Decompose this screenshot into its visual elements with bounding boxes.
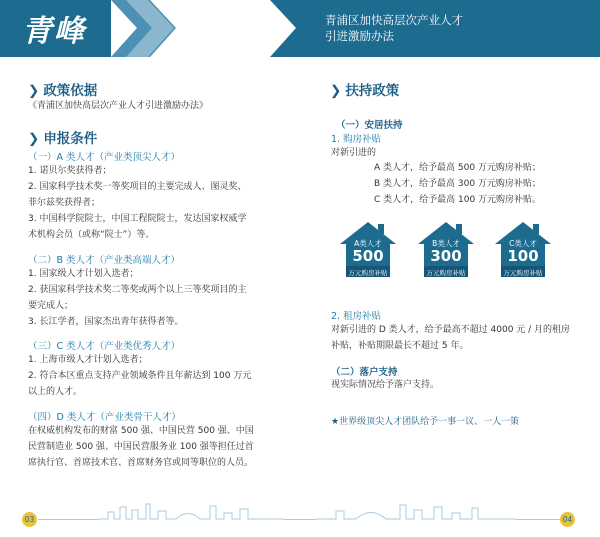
house-unit: 万元购房补贴 xyxy=(426,269,466,277)
heading-text: 政策依据 xyxy=(43,83,98,99)
house-b xyxy=(416,220,476,278)
list-item: 1. 国家级人才计划入选者； xyxy=(28,269,139,279)
settle2-title: （二）落户支持 xyxy=(331,367,398,378)
group-b-list xyxy=(28,266,288,330)
list-item: A 类人才，给予最高 500 万元购房补贴； xyxy=(374,163,541,173)
list-item: 民营制造业 500 强、中国民营服务业 100 强等担任过首 xyxy=(28,442,254,452)
heading-text: 申报条件 xyxy=(43,131,98,147)
list-item: 在权威机构发布的财富 500 强、中国民营 500 强、中国 xyxy=(28,426,254,436)
house-a xyxy=(338,220,398,278)
chevron-right-icon: ❯ xyxy=(28,131,40,147)
house-unit: 万元购房补贴 xyxy=(503,269,543,277)
house-category: B类人才 xyxy=(432,239,460,248)
rent-title: 2. 租房补贴 xyxy=(331,311,382,322)
rent-text xyxy=(331,322,596,354)
page-number-right: 04 xyxy=(560,512,575,527)
conditions-heading xyxy=(28,127,97,147)
footer-line xyxy=(38,519,98,520)
house-c xyxy=(493,220,553,278)
list-item: 1. 上海市级人才计划入选者； xyxy=(28,355,148,365)
group-c-list xyxy=(28,352,288,400)
skyline-left xyxy=(98,498,284,522)
list-item: 1. 诺贝尔奖获得者； xyxy=(28,166,112,176)
footer-line xyxy=(516,519,560,520)
title-line-1: 青浦区加快高层次产业人才 xyxy=(325,13,463,27)
footer-line xyxy=(284,519,316,520)
skyline-right xyxy=(316,498,516,522)
house-category: C类人才 xyxy=(509,239,537,248)
note-text: ★世界级顶尖人才团队给予一事一议、一人一策 xyxy=(331,417,520,427)
list-item: 以上的人才。 xyxy=(28,387,83,397)
list-item: 术机构会员（或称“院士”）等。 xyxy=(28,230,155,240)
list-item: 2. 国家科学技术奖一等奖项目的主要完成人、图灵奖、 xyxy=(28,182,247,192)
group-c-title: （三）C 类人才（产业类优秀人才） xyxy=(28,341,181,352)
list-item: 2. 符合本区重点支持产业领域条件且年薪达到 100 万元 xyxy=(28,371,252,381)
house-unit: 万元购房补贴 xyxy=(348,269,388,277)
house-amount: 100 xyxy=(507,247,539,265)
page-title xyxy=(325,12,595,44)
list-item: 席执行官、首席技术官、首席财务官或同等职位的人员。 xyxy=(28,458,254,468)
policy-basis-text: 《青浦区加快高层次产业人才引进激励办法》 xyxy=(28,101,209,111)
support-heading xyxy=(330,79,399,99)
chevron-right-icon: ❯ xyxy=(330,83,342,99)
list-item: C 类人才，给予最高 100 万元购房补贴。 xyxy=(374,195,542,205)
housing-title: 1. 购房补贴 xyxy=(331,134,382,145)
housing-intro: 对新引进的 xyxy=(331,148,377,158)
group-d-list xyxy=(28,423,288,471)
group-a-title: （一）A 类人才（产业类顶尖人才） xyxy=(28,152,181,163)
heading-text: 扶持政策 xyxy=(345,83,400,99)
list-item: 菲尔兹奖获得者； xyxy=(28,198,101,208)
page-number-left: 03 xyxy=(22,512,37,527)
group-d-title: （四）D 类人才（产业类骨干人才） xyxy=(28,412,181,423)
title-line-2: 引进激励办法 xyxy=(325,29,394,43)
group-a-list xyxy=(28,163,288,243)
settle-title: （一）安居扶持 xyxy=(336,120,403,131)
logo: 青峰 xyxy=(22,14,86,49)
house-category: A类人才 xyxy=(354,239,382,248)
rent-line: 对新引进的 D 类人才，给予最高不超过 4000 元 / 月的租房 xyxy=(331,325,571,335)
housing-list xyxy=(374,160,594,208)
list-item: 3. 长江学者，国家杰出青年获得者等。 xyxy=(28,317,184,327)
list-item: 2. 获国家科学技术奖二等奖或两个以上三等奖项目的主 xyxy=(28,285,247,295)
list-item: B 类人才，给予最高 300 万元购房补贴； xyxy=(374,179,541,189)
list-item: 3. 中国科学院院士，中国工程院院士，发达国家权威学 xyxy=(28,214,247,224)
list-item: 要完成人； xyxy=(28,301,74,311)
settle2-text: 视实际情况给予落户支持。 xyxy=(331,380,440,390)
house-amount: 500 xyxy=(352,247,384,265)
rent-line: 补贴，补贴期限最长不超过 5 年。 xyxy=(331,341,469,351)
group-b-title: （二）B 类人才（产业类高端人才） xyxy=(28,255,181,266)
policy-basis-heading xyxy=(28,79,97,99)
chevron-right-icon: ❯ xyxy=(28,83,40,99)
house-amount: 300 xyxy=(430,247,462,265)
